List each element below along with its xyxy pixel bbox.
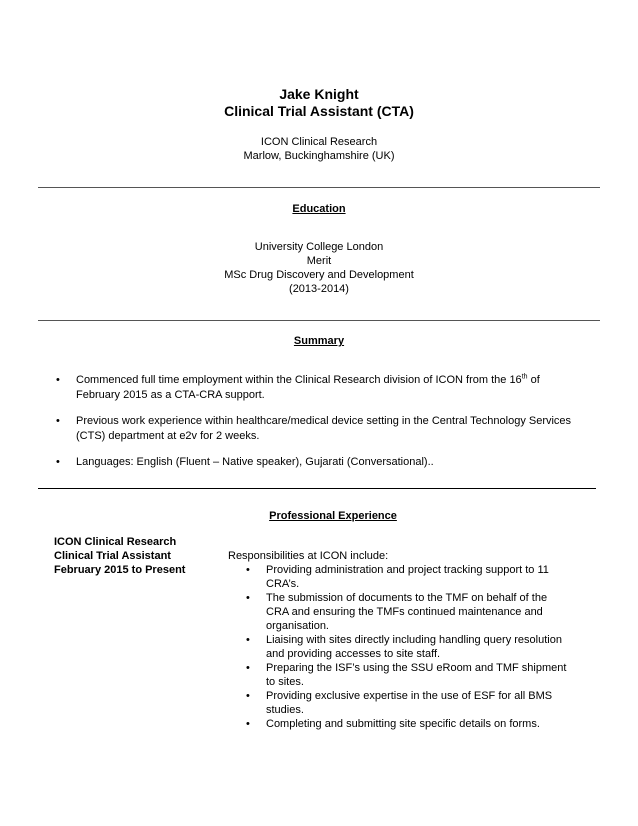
experience-position	[54, 535, 224, 577]
education-degree: MSc Drug Discovery and Development	[224, 269, 414, 281]
responsibilities-intro: Responsibilities at ICON include:	[228, 550, 389, 562]
education-institution: University College London	[254, 241, 384, 253]
list-item: • The submission of documents to the TMF on behalf of the CRA and ensuring the TMFs continued maintenance and organisation.	[246, 592, 548, 632]
education-years: (2013-2014)	[289, 283, 349, 295]
summary-item-2: Previous work experience within healthcare/medical device setting in the Central Technology Services (CTS) department at e2v for 2 weeks.	[76, 415, 572, 442]
candidate-name: Jake Knight	[279, 86, 359, 102]
divider-1	[38, 187, 600, 188]
experience-heading: Professional Experience	[269, 510, 397, 522]
summary-bullet-3-dot: •	[56, 456, 60, 468]
divider-3	[38, 488, 596, 489]
bullet-dot: •	[246, 564, 250, 576]
list-item: • Providing exclusive expertise in the use of ESF for all BMS studies.	[246, 690, 553, 716]
education-grade: Merit	[306, 255, 332, 267]
header-location: Marlow, Buckinghamshire (UK)	[243, 150, 395, 162]
bullet-dot: •	[246, 690, 250, 702]
summary-item-3: Languages: English (Fluent – Native speaker), Gujarati (Conversational)..	[76, 456, 434, 468]
list-item: • Liaising with sites directly including handling query resolution and providing accesses to site staff.	[246, 634, 562, 660]
divider-2	[38, 320, 600, 321]
experience-employer: ICON Clinical Research	[54, 536, 177, 548]
experience-role: Clinical Trial Assistant	[54, 550, 171, 562]
list-item: • Completing and submitting site specific details on forms.	[246, 718, 540, 730]
bullet-dot: •	[246, 634, 250, 646]
bullet-dot: •	[246, 718, 250, 730]
list-item: • Preparing the ISF’s using the SSU eRoom and TMF shipment to sites.	[246, 662, 567, 688]
summary-bullet-2-dot: •	[56, 415, 60, 427]
summary-item-1: Commenced full time employment within the Clinical Research division of ICON from the 16th of February 2015 as a CTA-CRA support.	[76, 373, 540, 401]
bullet-dot: •	[246, 662, 250, 674]
education-heading: Education	[292, 203, 346, 215]
responsibilities-list	[228, 563, 568, 731]
experience-period: February 2015 to Present	[54, 564, 186, 576]
header-company: ICON Clinical Research	[260, 136, 378, 148]
summary-heading: Summary	[293, 335, 345, 347]
candidate-job-title: Clinical Trial Assistant (CTA)	[224, 103, 414, 119]
summary-bullet-1-dot: •	[56, 374, 60, 386]
bullet-dot: •	[246, 592, 250, 604]
list-item: • Providing administration and project tracking support to 11 CRA’s.	[246, 564, 549, 590]
